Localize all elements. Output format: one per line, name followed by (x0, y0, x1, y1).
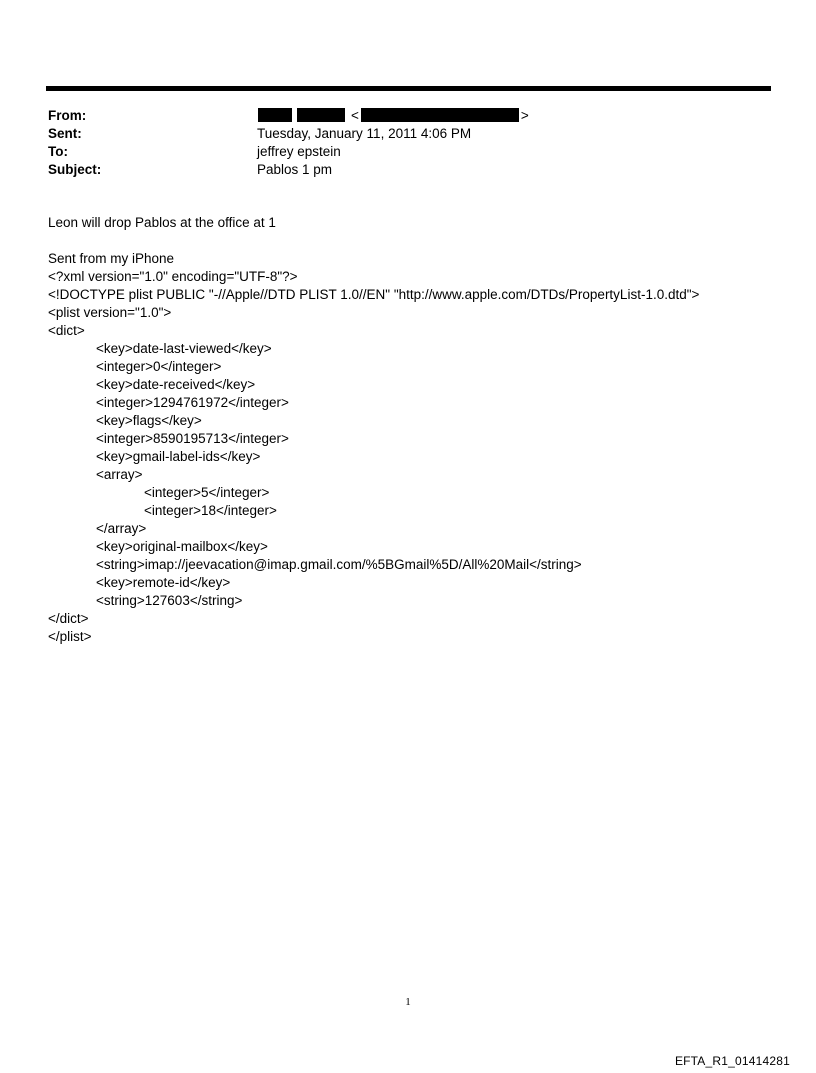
xml-line: <key>date-received</key> (96, 377, 256, 392)
to-value: jeffrey epstein (257, 144, 341, 159)
xml-line: </dict> (48, 611, 89, 626)
from-label: From: (48, 108, 87, 123)
page-number: 1 (405, 996, 411, 1008)
spacer (48, 232, 788, 250)
xml-line: <!DOCTYPE plist PUBLIC "-//Apple//DTD PLIST 1.0//EN" "http://www.apple.com/DTDs/PropertyList-1.0.dtd"> (48, 287, 700, 302)
sent-value: Tuesday, January 11, 2011 4:06 PM (257, 126, 472, 141)
signature-text: Sent from my iPhone (48, 251, 175, 266)
xml-line: <key>flags</key> (96, 413, 202, 428)
xml-line: <array> (96, 467, 143, 482)
header-rule (46, 86, 771, 91)
xml-line: <integer>1294761972</integer> (96, 395, 289, 410)
xml-line: <dict> (48, 323, 85, 338)
subject-label: Subject: (48, 162, 102, 177)
sent-row (48, 125, 768, 143)
xml-line: <string>imap://jeevacation@imap.gmail.com/%5BGmail%5D/All%20Mail</string> (96, 557, 582, 572)
xml-line: </plist> (48, 629, 92, 644)
subject-row (48, 161, 768, 179)
xml-line: <key>remote-id</key> (96, 575, 231, 590)
redaction-block (297, 108, 345, 122)
xml-line: <integer>18</integer> (144, 503, 277, 518)
xml-line: <integer>5</integer> (144, 485, 270, 500)
subject-value: Pablos 1 pm (257, 162, 333, 177)
xml-line: <integer>8590195713</integer> (96, 431, 289, 446)
xml-line: <plist version="1.0"> (48, 305, 172, 320)
email-header (48, 107, 768, 179)
redaction-block (361, 108, 519, 122)
from-row (48, 107, 768, 125)
email-body (48, 214, 788, 646)
from-open-bracket: < (351, 108, 359, 123)
xml-line: <key>original-mailbox</key> (96, 539, 268, 554)
to-row (48, 143, 768, 161)
xml-line: <key>gmail-label-ids</key> (96, 449, 261, 464)
xml-line: </array> (96, 521, 147, 536)
from-close-bracket: > (520, 108, 529, 123)
message-text: Leon will drop Pablos at the office at 1 (48, 215, 276, 230)
sent-label: Sent: (48, 126, 82, 141)
from-value (257, 107, 768, 125)
xml-line: <string>127603</string> (96, 593, 243, 608)
to-label: To: (48, 144, 68, 159)
xml-line: <key>date-last-viewed</key> (96, 341, 272, 356)
redaction-block (258, 108, 292, 122)
xml-line: <?xml version="1.0" encoding="UTF-8"?> (48, 269, 298, 284)
xml-line: <integer>0</integer> (96, 359, 222, 374)
document-id: EFTA_R1_01414281 (674, 1054, 790, 1068)
